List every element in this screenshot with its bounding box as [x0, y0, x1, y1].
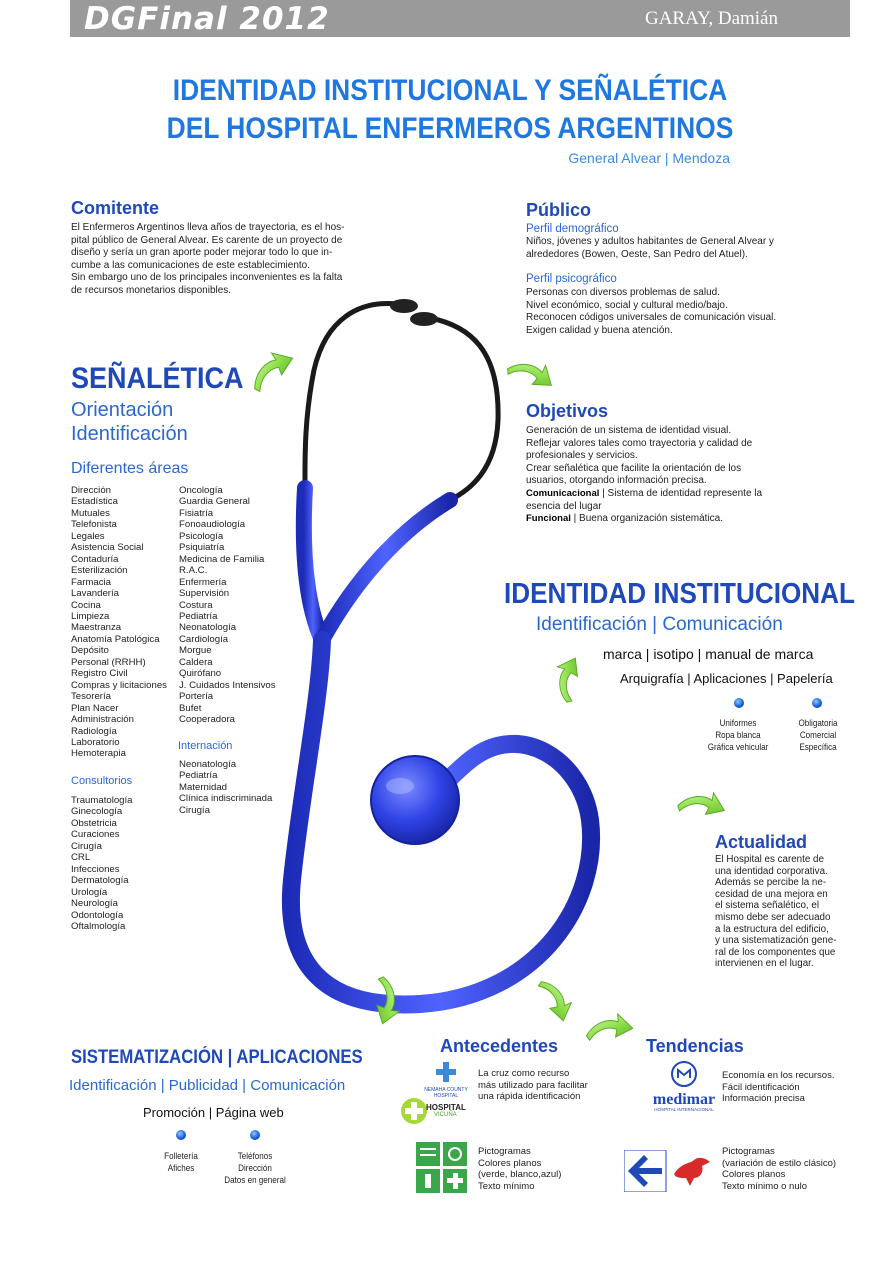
actualidad-text: [715, 854, 855, 970]
funcional-text: | Buena organización sistemática.: [570, 513, 723, 525]
list-item: Hemoterapia: [71, 748, 126, 760]
identidad-heading: IDENTIDAD INSTITUCIONAL: [504, 578, 855, 610]
medimar-logo: [648, 1060, 720, 1112]
identidad-left-items: [704, 718, 772, 754]
list-item: Lavandería: [71, 588, 120, 600]
actualidad-line: el sistema señalético, el: [715, 900, 820, 912]
sistematizacion-item: Teléfonos: [237, 1151, 273, 1162]
sistematizacion-subtitle: Identificación | Publicidad | Comunicación: [69, 1077, 346, 1094]
identidad-item: Ropa blanca: [715, 730, 761, 741]
bullet-dot: [812, 698, 822, 708]
author-name: GARAY, Damián: [644, 8, 778, 29]
identidad-subtitle: Identificación | Comunicación: [536, 614, 783, 635]
bullet-dot: [734, 698, 744, 708]
list-item: Supervisión: [179, 588, 230, 600]
tendencias-text-2: [722, 1146, 862, 1192]
sistematizacion-left-items: [147, 1151, 215, 1175]
comunicacional-text: | Sistema de identidad represente la: [599, 487, 763, 499]
comunicacional-text-2: esencia del lugar: [526, 500, 602, 512]
vicuna-logo-text: HOSPITAL: [426, 1103, 466, 1112]
list-item: Clínica indiscriminada: [179, 793, 273, 805]
areas-list-col1: [71, 485, 167, 760]
list-item: Ginecología: [71, 806, 123, 818]
list-item: Registro Civil: [71, 668, 128, 680]
senaletica-sub-identificacion: Identificación: [71, 423, 188, 445]
list-item: Esterilización: [71, 565, 128, 577]
objetivos-line: usuarios, otorgando información precisa.: [526, 475, 707, 487]
actualidad-heading: Actualidad: [715, 832, 808, 852]
list-item: Farmacia: [71, 576, 111, 588]
list-item: Neurología: [71, 898, 118, 910]
list-item: Personal (RRHH): [71, 656, 146, 668]
medimar-logo-text: medimar: [652, 1091, 716, 1108]
senaletica-heading: SEÑALÉTICA: [71, 362, 244, 395]
antecedentes-line: Texto mínimo: [478, 1180, 535, 1192]
objetivos-line: Generación de un sistema de identidad visual.: [526, 425, 732, 436]
psicografico-line: Reconocen códigos universales de comunicación visual.: [526, 312, 777, 324]
actualidad-line: intervienen en el lugar.: [715, 958, 814, 970]
location-subtitle: General Alvear | Mendoza: [568, 150, 730, 166]
list-item: Medicina de Familia: [179, 553, 265, 565]
internacion-label: Internación: [178, 740, 233, 752]
brand-title: DGFinal 2012: [84, 1, 330, 37]
list-item: Pediatría: [179, 610, 218, 622]
list-item: Neonatología: [179, 622, 237, 634]
tendencias-line: Información precisa: [722, 1093, 805, 1104]
medimar-emblem-icon: [670, 1060, 698, 1088]
comitente-heading: Comitente: [71, 198, 160, 218]
senaletica-sub-orientacion: Orientación: [71, 399, 174, 421]
list-item: Fonoaudiología: [179, 519, 246, 531]
internacion-list: [179, 759, 272, 816]
tendencias-text-1: [722, 1070, 862, 1105]
objetivos-line: Reflejar valores tales como trayectoria y calidad de: [526, 437, 753, 449]
list-item: Oncología: [179, 485, 223, 496]
sistematizacion-item: Dirección: [238, 1163, 272, 1174]
list-item: Curaciones: [71, 829, 120, 841]
identidad-item: Específica: [799, 742, 837, 753]
vicuna-logo-sub: VICUÑA: [434, 1112, 457, 1118]
bullet-dot: [250, 1130, 260, 1140]
ear-tip-left: [390, 299, 418, 313]
comitente-line: pital público de General Alvear. Es carente de un proyecto de: [71, 234, 343, 246]
identidad-line-1: marca | isotipo | manual de marca: [603, 646, 814, 662]
list-item: Cirugía: [179, 804, 210, 816]
list-item: Depósito: [71, 645, 109, 657]
tendencias-line: Texto mínimo o nulo: [722, 1180, 808, 1192]
identidad-item: Uniformes: [719, 718, 757, 729]
antecedentes-text-1: [478, 1068, 628, 1103]
antecedentes-line: una rápida identificación: [478, 1091, 581, 1102]
list-item: Limpieza: [71, 610, 110, 622]
list-item: Morgue: [179, 645, 212, 657]
list-item: Dermatología: [71, 875, 129, 887]
tendencias-pictograms: [624, 1150, 716, 1192]
identidad-line-2: Arquigrafía | Aplicaciones | Papelería: [620, 671, 833, 686]
sistematizacion-right-items: [213, 1151, 298, 1187]
objetivos-line: profesionales y servicios.: [526, 450, 638, 462]
publico-heading: Público: [526, 200, 592, 220]
areas-label: Diferentes áreas: [71, 460, 189, 477]
sistematizacion-line: Promoción | Página web: [143, 1105, 284, 1120]
list-item: Infecciones: [71, 863, 120, 875]
comitente-line: El Enfermeros Argentinos lleva años de trayectoria, es el hos-: [71, 222, 345, 233]
list-item: Caldera: [179, 656, 213, 668]
objetivos-line: Crear señalética que facilite la orientación de los: [526, 462, 742, 474]
tendencias-line: (variación de estilo clásico): [722, 1157, 837, 1169]
list-item: Urología: [71, 886, 108, 898]
list-item: J. Cuidados Intensivos: [179, 679, 276, 691]
actualidad-line: ral de los componentes que: [715, 946, 836, 958]
tendencias-line: Fácil identificación: [722, 1081, 800, 1093]
sistematizacion-item: Datos en general: [224, 1175, 286, 1186]
list-item: Traumatología: [71, 795, 133, 806]
list-item: Radiología: [71, 725, 117, 737]
perfil-demografico-label: Perfil demográfico: [526, 223, 619, 235]
objetivos-funcional: [526, 513, 826, 526]
list-item: Dirección: [71, 485, 111, 496]
list-item: Tesorería: [71, 691, 111, 703]
actualidad-line: mismo debe ser adecuado: [715, 911, 831, 923]
list-item: Psiquiatría: [179, 542, 225, 554]
nemaha-logo: [420, 1062, 472, 1099]
comitente-line: diseño y sería un gran aporte poder mejorar todo lo que in-: [71, 247, 333, 259]
sistematizacion-heading: SISTEMATIZACIÓN | APLICACIONES: [71, 1047, 363, 1068]
sistematizacion-item: Folletería: [164, 1151, 198, 1162]
list-item: Bufet: [179, 702, 202, 714]
ear-tip-right: [410, 312, 438, 326]
list-item: Maternidad: [179, 781, 227, 793]
identidad-right-items: [784, 718, 852, 754]
funcional-label: Funcional: [526, 513, 571, 525]
comunicacional-label: Comunicacional: [526, 487, 600, 499]
objetivos-comunicacional: [526, 488, 826, 501]
comitente-line: Sin embargo uno de los principales inconvenientes es la falta: [71, 272, 343, 284]
list-item: Telefonista: [71, 519, 117, 531]
list-item: Legales: [71, 530, 105, 542]
antecedentes-text-2: [478, 1146, 628, 1192]
list-item: Maestranza: [71, 622, 122, 634]
list-item: Quirófano: [179, 668, 222, 680]
consultorios-list: [71, 795, 133, 932]
perfil-demografico-text: [526, 236, 816, 261]
list-item: Guardia General: [179, 496, 250, 508]
list-item: Enfermería: [179, 576, 227, 588]
antecedentes-line: más utilizado para facilitar: [478, 1079, 588, 1091]
list-item: R.A.C.: [179, 565, 208, 577]
list-item: Mutuales: [71, 507, 110, 519]
list-item: Odontología: [71, 909, 124, 921]
antecedentes-line: Pictogramas: [478, 1146, 531, 1157]
psicografico-line: Nivel económico, social y cultural medio/bajo.: [526, 299, 728, 311]
demografico-line: alrededores (Bowen, Oeste, San Pedro del Atuel).: [526, 248, 748, 260]
list-item: Psicología: [179, 530, 224, 542]
list-item: Administración: [71, 714, 134, 726]
vicuna-logo: [400, 1097, 470, 1127]
list-item: Costura: [179, 599, 213, 611]
title-line-2: DEL HOSPITAL ENFERMEROS ARGENTINOS: [166, 112, 734, 145]
perfil-psicografico-text: [526, 287, 826, 337]
antecedentes-line: La cruz como recurso: [478, 1068, 570, 1079]
actualidad-line: cesidad de una mejora en: [715, 888, 828, 900]
list-item: Laboratorio: [71, 736, 120, 748]
list-item: Contaduría: [71, 553, 119, 565]
areas-list-col2: [179, 485, 276, 726]
actualidad-line: El Hospital es carente de: [715, 854, 824, 865]
objetivos-heading: Objetivos: [526, 401, 609, 421]
medimar-logo-sub: HOSPITAL INTERNACIONAL: [654, 1107, 714, 1112]
list-item: Cardiología: [179, 633, 229, 645]
identidad-item: Obligatoria: [798, 718, 838, 729]
tendencias-line: Pictogramas: [722, 1146, 775, 1157]
psicografico-line: Personas con diversos problemas de salud.: [526, 287, 720, 298]
list-item: Anatomía Patológica: [71, 633, 160, 645]
senaletica-subtitle: [71, 398, 188, 446]
actualidad-line: y una sistematización gene-: [715, 935, 837, 947]
title-line-1: IDENTIDAD INSTITUCIONAL Y SEÑALÉTICA: [172, 74, 728, 107]
list-item: Cirugía: [71, 840, 102, 852]
list-item: Obstetricia: [71, 817, 117, 829]
list-item: Oftalmología: [71, 920, 126, 932]
list-item: Portería: [179, 691, 214, 703]
list-item: Plan Nacer: [71, 702, 119, 714]
list-item: Asistencia Social: [71, 542, 144, 554]
list-item: Fisiatría: [179, 507, 214, 519]
comitente-line: cumbe a las comunicaciones de este establecimiento.: [71, 259, 311, 271]
tendencias-line: Colores planos: [722, 1169, 786, 1180]
identidad-item: Comercial: [799, 730, 837, 741]
list-item: Estadística: [71, 496, 118, 508]
psicografico-line: Exigen calidad y buena atención.: [526, 324, 673, 336]
list-item: Cocina: [71, 599, 101, 611]
list-item: CRL: [71, 852, 91, 864]
vicuna-cross-icon: [400, 1097, 428, 1125]
list-item: Pediatría: [179, 770, 218, 782]
cross-icon: [436, 1062, 456, 1082]
list-item: Cooperadora: [179, 714, 236, 726]
antecedentes-heading: Antecedentes: [440, 1036, 559, 1056]
chest-piece: [371, 756, 459, 844]
tendencias-heading: Tendencias: [646, 1036, 744, 1056]
comitente-text: [71, 222, 371, 298]
bullet-dot: [176, 1130, 186, 1140]
actualidad-line: Además se percibe la ne-: [715, 877, 827, 889]
tendencias-line: Economía en los recursos.: [722, 1070, 835, 1081]
objetivos-text: [526, 425, 826, 526]
actualidad-line: una identidad corporativa.: [715, 865, 828, 877]
identidad-item: Gráfica vehicular: [707, 742, 769, 753]
list-item: Neonatología: [179, 759, 237, 770]
consultorios-label: Consultorios: [71, 775, 133, 787]
nemaha-logo-text: NEMAHA COUNTY HOSPITAL: [424, 1087, 468, 1099]
comitente-line: de recursos monetarios disponibles.: [71, 284, 232, 296]
pictogram-grid: [416, 1142, 468, 1194]
list-item: Compras y licitaciones: [71, 679, 167, 691]
actualidad-line: a la estructura del edificio,: [715, 923, 829, 935]
antecedentes-line: Colores planos: [478, 1157, 542, 1169]
perfil-psicografico-label: Perfil psicográfico: [526, 273, 617, 285]
antecedentes-line: (verde, blanco,azul): [478, 1169, 562, 1180]
demografico-line: Niños, jóvenes y adultos habitantes de General Alvear y: [526, 236, 774, 247]
sistematizacion-item: Afiches: [167, 1163, 195, 1174]
